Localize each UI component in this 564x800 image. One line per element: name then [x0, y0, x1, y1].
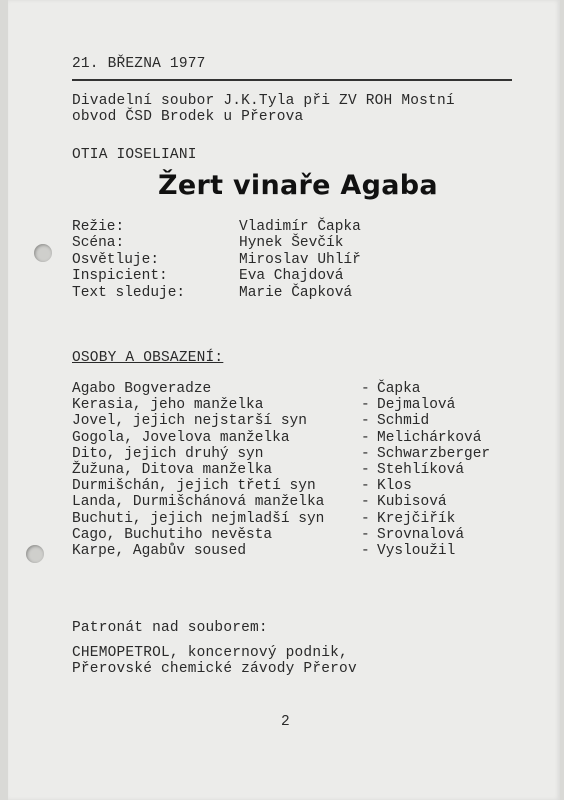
cast-row	[72, 527, 522, 543]
crew-row	[72, 268, 452, 284]
crew-name: Marie Čapková	[239, 284, 353, 301]
cast-actor: Dejmalová	[377, 397, 456, 414]
cast-actor: Krejčiřík	[377, 510, 456, 527]
cast-character: Kerasia, jeho manželka	[72, 397, 264, 414]
cast-actor: Kubisová	[377, 494, 447, 511]
header-rule	[72, 79, 512, 81]
cast-actor: Schwarzberger	[377, 445, 491, 462]
cast-character: Dito, jejich druhý syn	[72, 445, 264, 462]
ensemble-line-2: obvod ČSD Brodek u Přerova	[72, 109, 304, 125]
date-line: 21. BŘEZNA 1977	[72, 56, 206, 72]
cast-dash: -	[361, 397, 370, 414]
cast-dash: -	[361, 445, 370, 462]
cast-dash: -	[361, 429, 370, 446]
cast-dash: -	[361, 494, 370, 511]
crew-list	[72, 219, 452, 301]
crew-role: Text sleduje:	[72, 284, 186, 301]
crew-row	[72, 219, 452, 235]
punch-hole-lower	[26, 545, 44, 563]
cast-row	[72, 446, 522, 462]
crew-role: Scéna:	[72, 235, 125, 252]
cast-actor: Klos	[377, 478, 412, 495]
author: OTIA IOSELIANI	[72, 147, 197, 163]
cast-dash: -	[361, 510, 370, 527]
punch-hole-upper	[34, 244, 52, 262]
cast-list	[72, 381, 522, 559]
cast-dash: -	[361, 526, 370, 543]
crew-role: Inspicient:	[72, 268, 168, 285]
cast-heading: OSOBY A OBSAZENÍ:	[72, 350, 224, 366]
crew-role: Osvětluje:	[72, 251, 160, 268]
cast-actor: Schmid	[377, 413, 430, 430]
cast-row	[72, 543, 522, 559]
cast-character: Žužuna, Ditova manželka	[72, 461, 273, 478]
cast-row	[72, 430, 522, 446]
cast-dash: -	[361, 542, 370, 559]
cast-row	[72, 494, 522, 510]
crew-name: Eva Chajdová	[239, 268, 344, 285]
cast-row	[72, 478, 522, 494]
cast-dash: -	[361, 461, 370, 478]
cast-actor: Melichárková	[377, 429, 482, 446]
cast-actor: Vysloužil	[377, 542, 456, 559]
crew-role: Režie:	[72, 219, 125, 235]
cast-row	[72, 462, 522, 478]
cast-character: Gogola, Jovelova manželka	[72, 429, 290, 446]
cast-row	[72, 381, 522, 397]
cast-actor: Stehlíková	[377, 461, 465, 478]
crew-name: Hynek Ševčík	[239, 235, 344, 252]
cast-character: Karpe, Agabův soused	[72, 542, 247, 559]
crew-name: Vladimír Čapka	[239, 219, 361, 235]
crew-row	[72, 252, 452, 268]
cast-character: Buchuti, jejich nejmladší syn	[72, 510, 325, 527]
cast-actor: Čapka	[377, 381, 421, 397]
patronage-line-2: Přerovské chemické závody Přerov	[72, 661, 357, 677]
page-number: 2	[281, 714, 290, 730]
cast-character: Agabo Bogveradze	[72, 381, 212, 397]
crew-name: Miroslav Uhlíř	[239, 251, 361, 268]
document-page	[8, 0, 560, 800]
ensemble-line-1: Divadelní soubor J.K.Tyla při ZV ROH Mostní	[72, 93, 455, 109]
cast-row	[72, 397, 522, 413]
cast-dash: -	[361, 413, 370, 430]
patronage-line-1: CHEMOPETROL, koncernový podnik,	[72, 645, 348, 661]
patronage-label: Patronát nad souborem:	[72, 620, 268, 636]
cast-row	[72, 413, 522, 429]
cast-character: Durmišchán, jejich třetí syn	[72, 478, 316, 495]
cast-character: Jovel, jejich nejstarší syn	[72, 413, 307, 430]
cast-character: Cago, Buchutiho nevěsta	[72, 526, 273, 543]
cast-dash: -	[361, 381, 370, 397]
crew-row	[72, 235, 452, 251]
cast-dash: -	[361, 478, 370, 495]
cast-character: Landa, Durmišchánová manželka	[72, 494, 325, 511]
play-title: Žert vinaře Agaba	[158, 170, 438, 201]
crew-row	[72, 285, 452, 301]
cast-row	[72, 511, 522, 527]
cast-actor: Srovnalová	[377, 526, 465, 543]
